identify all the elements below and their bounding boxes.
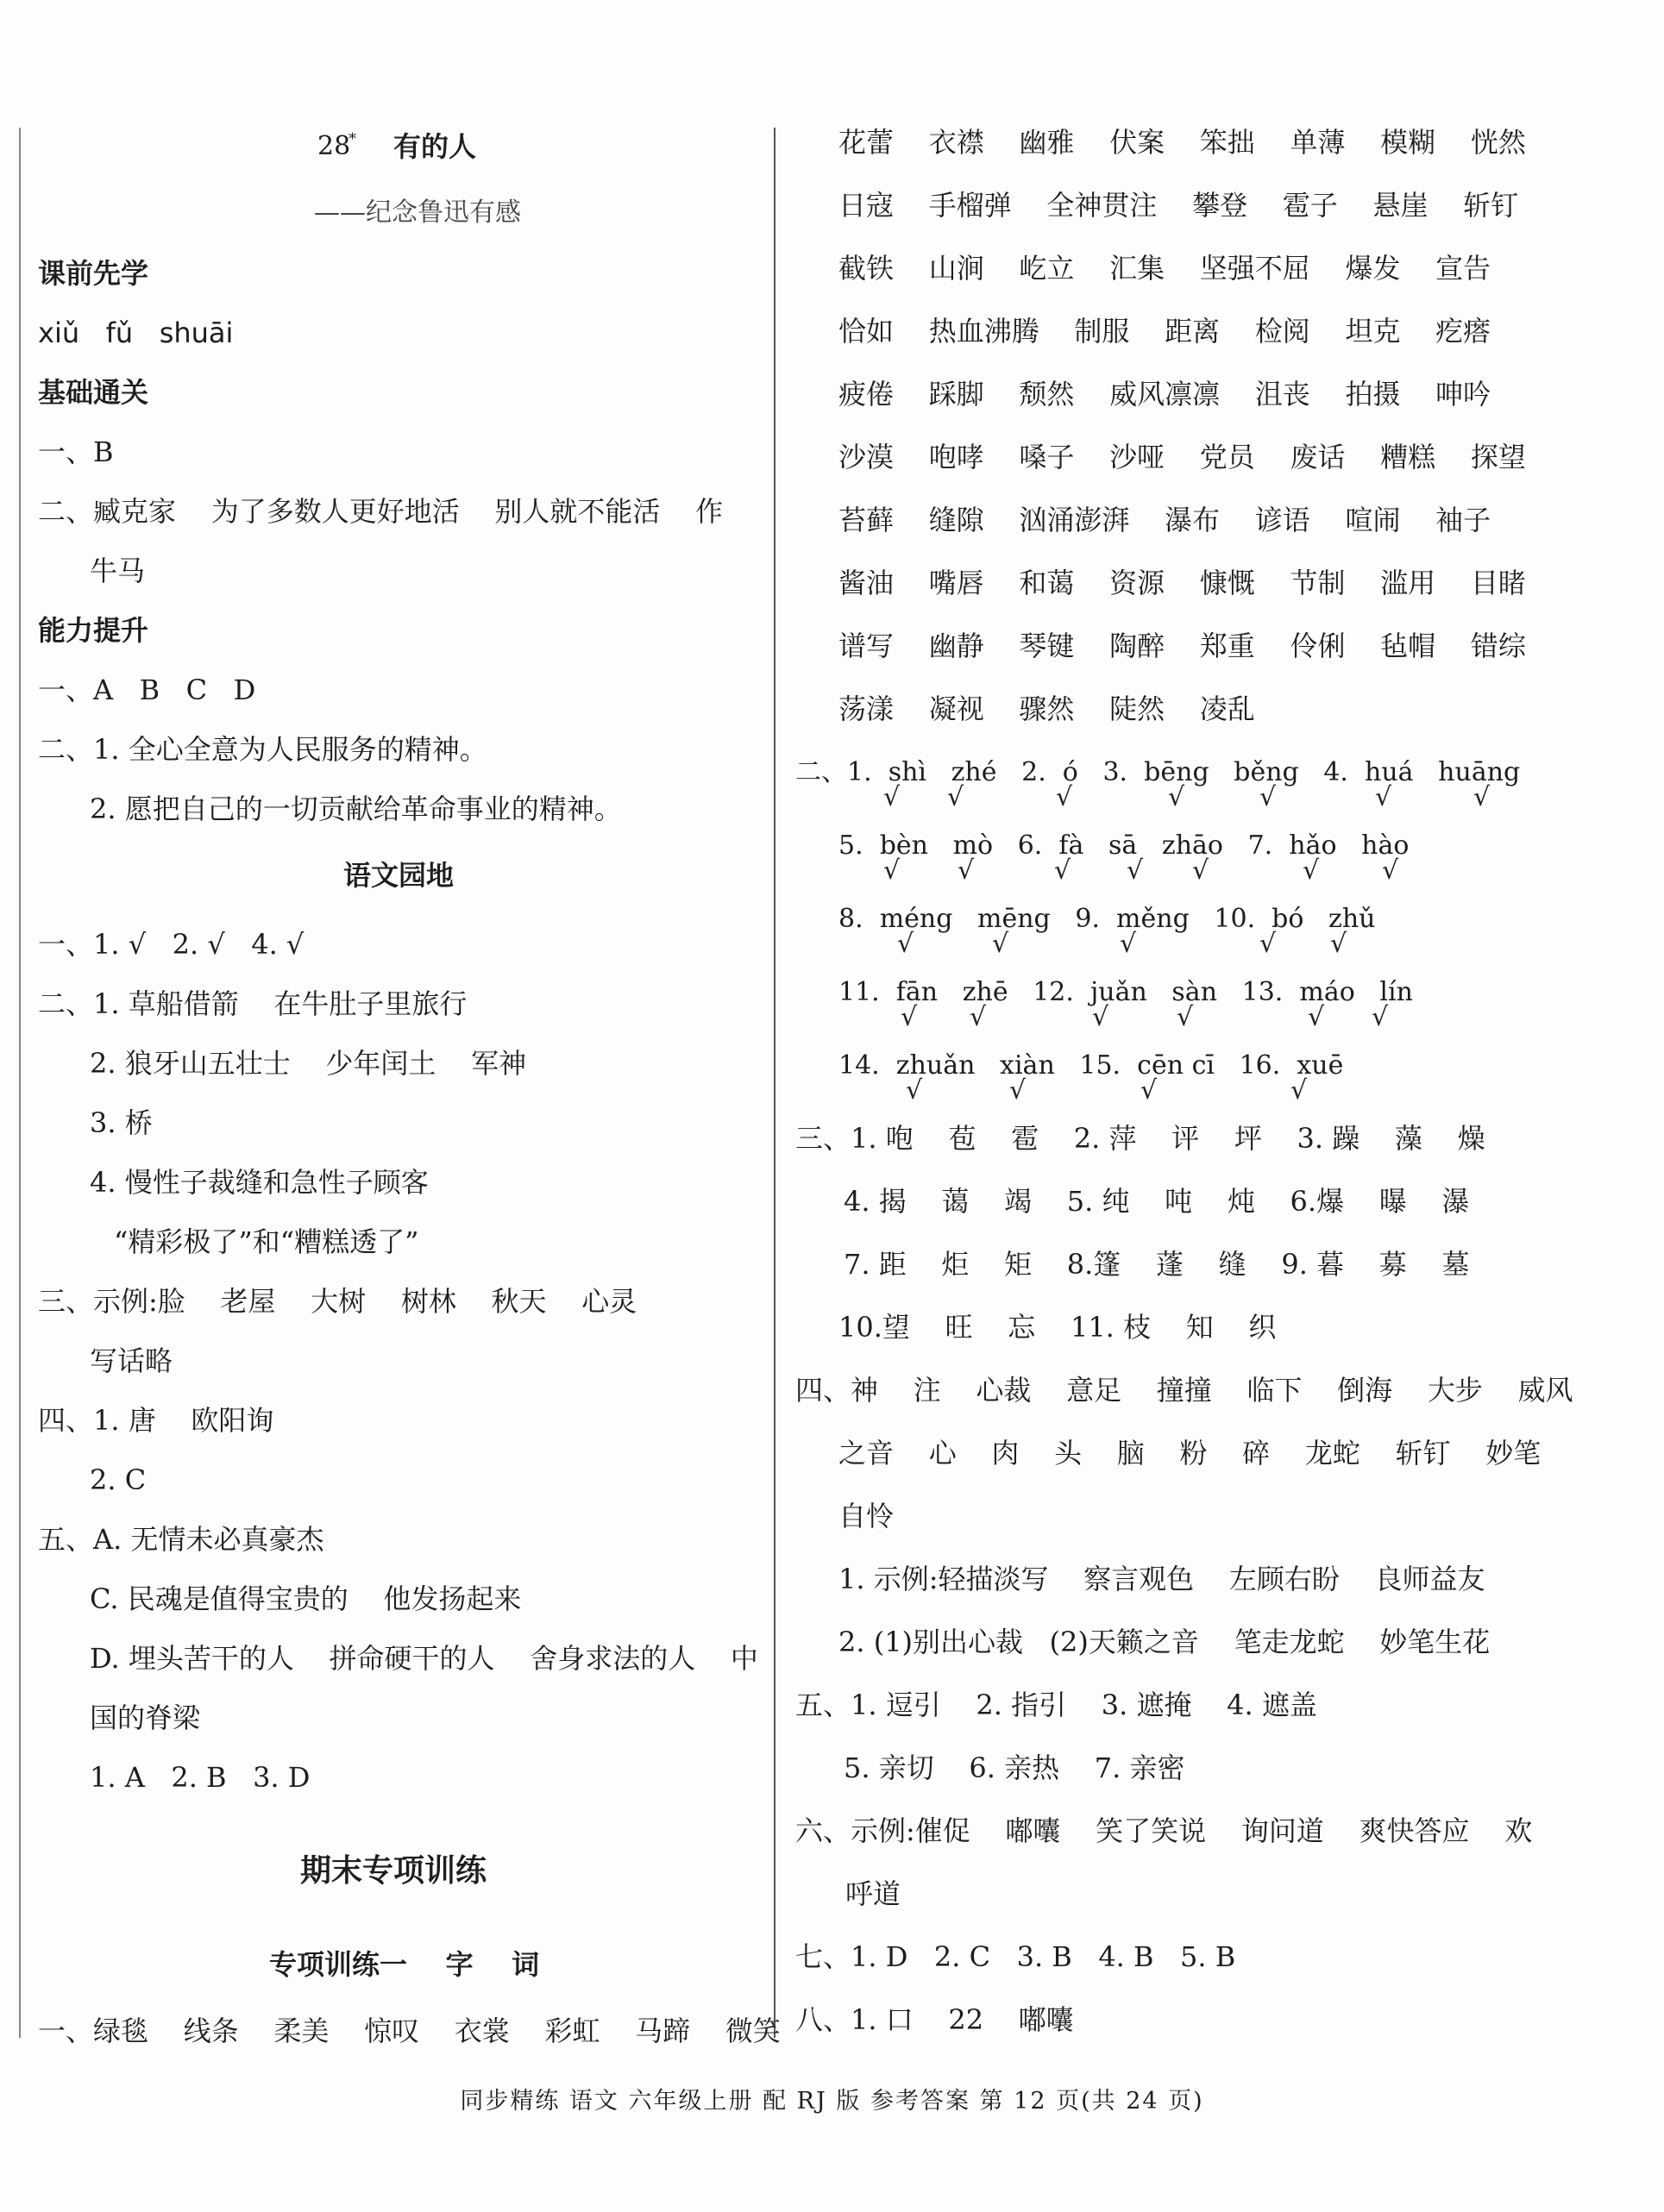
word-line: 花蕾 衣襟 幽雅 伏案 笨拙 单薄 模糊 恍然: [838, 126, 1526, 159]
answer-line: 之音 心 肉 头 脑 粉 碎 龙蛇 斩钉 妙笔: [838, 1437, 1542, 1469]
section-heading: 能力提升: [38, 614, 149, 647]
answer-line: 4. 慢性子裁缝和急性子顾客: [90, 1166, 429, 1199]
check-mark-icon: √: [970, 1002, 987, 1032]
check-mark-icon: √: [1375, 782, 1392, 812]
answer-line: 国的脊梁: [90, 1701, 201, 1734]
lesson-star: *: [348, 130, 356, 148]
check-mark-icon: √: [1056, 782, 1073, 812]
check-mark-icon: √: [1092, 1002, 1109, 1032]
section-heading: 基础通关: [38, 376, 149, 409]
answer-line: 2. 狼牙山五壮士 少年闰土 军神: [90, 1047, 527, 1080]
check-mark-icon: √: [958, 855, 975, 886]
pinyin-line: 8. méng mēng 9. měng 10. bó zhǔ: [838, 904, 1376, 934]
answer-line: 一、A B C D: [38, 674, 256, 706]
answer-line: 自怜: [838, 1500, 895, 1532]
answer-line: 五、A. 无情未必真豪杰: [38, 1523, 324, 1556]
pinyin-line: 11. fān zhē 12. juǎn sàn 13. máo lín: [838, 977, 1413, 1007]
check-mark-icon: √: [1192, 855, 1209, 886]
word-line: 苔藓 缝隙 汹涌澎湃 瀑布 谚语 喧闹 袖子: [838, 504, 1491, 536]
pinyin-answer: xiǔ fǔ shuāi: [38, 316, 234, 349]
check-mark-icon: √: [1177, 1002, 1194, 1032]
answer-line: D. 埋头苦干的人 拼命硬干的人 舍身求法的人 中: [90, 1642, 758, 1675]
answer-line: 4. 揭 蔼 竭 5. 纯 吨 炖 6.爆 曝 瀑: [844, 1185, 1470, 1218]
word-line: 谱写 幽静 琴键 陶醉 郑重 伶俐 毡帽 错综: [838, 630, 1526, 662]
check-mark-icon: √: [1473, 782, 1491, 812]
check-mark-icon: √: [1303, 855, 1320, 886]
answer-line: 二、臧克家 为了多数人更好地活 别人就不能活 作: [38, 495, 724, 528]
check-mark-icon: √: [1330, 929, 1347, 959]
answer-line: 一、B: [38, 436, 114, 468]
check-mark-icon: √: [1259, 929, 1277, 959]
word-line: 酱油 嘴唇 和蔼 资源 慷慨 节制 滥用 目睹: [838, 567, 1526, 599]
check-mark-icon: √: [1127, 855, 1144, 886]
check-mark-icon: √: [901, 1002, 918, 1032]
check-mark-icon: √: [992, 929, 1009, 959]
check-mark-icon: √: [1372, 1002, 1389, 1032]
left-margin-rule: [19, 128, 21, 2038]
answer-line: 7. 距 炬 矩 8.篷 蓬 缝 9. 暮 募 墓: [844, 1248, 1470, 1281]
section-title: 专项训练一 字 词: [269, 1948, 540, 1981]
answer-line: 四、1. 唐 欧阳询: [38, 1404, 274, 1437]
pinyin-line: 二、1. shì zhé 2. ó 3. bēng běng 4. huá huāng: [795, 757, 1521, 787]
answer-line: 牛马: [90, 555, 146, 587]
answer-line: 四、神 注 心裁 意足 撞撞 临下 倒海 大步 威风: [795, 1374, 1573, 1407]
check-mark-icon: √: [906, 1075, 923, 1106]
check-mark-icon: √: [947, 782, 964, 812]
answer-line: 5. 亲切 6. 亲热 7. 亲密: [844, 1751, 1185, 1784]
word-line: 日寇 手榴弹 全神贯注 攀登 雹子 悬崖 斩钉: [838, 189, 1519, 222]
word-line: 荡漾 凝视 骤然 陡然 凌乱: [838, 692, 1255, 725]
page-footer: 同步精练 语文 六年级上册 配 RJ 版 参考答案 第 12 页(共 24 页): [460, 2088, 1204, 2115]
lesson-number: 28: [317, 131, 351, 161]
answer-line: 3. 桥: [90, 1106, 153, 1139]
answer-line: 2. (1)别出心裁 (2)天籁之音 笔走龙蛇 妙笔生花: [838, 1626, 1491, 1658]
answer-line: 10.望 旺 忘 11. 枝 知 织: [838, 1311, 1277, 1344]
check-mark-icon: √: [897, 929, 914, 959]
answer-line: 七、1. D 2. C 3. B 4. B 5. B: [795, 1940, 1236, 1973]
answer-line: 一、绿毯 线条 柔美 惊叹 衣裳 彩虹 马蹄 微笑: [38, 2015, 781, 2047]
pinyin-line: 14. zhuǎn xiàn 15. cēn cī 16. xuē: [838, 1050, 1344, 1081]
pinyin-line: 5. bèn mò 6. fà sā zhāo 7. hǎo hào: [838, 830, 1410, 861]
check-mark-icon: √: [1120, 929, 1137, 959]
word-line: 疲倦 踩脚 颓然 威风凛凛 沮丧 拍摄 呻吟: [838, 378, 1491, 410]
check-mark-icon: √: [1054, 855, 1071, 886]
check-mark-icon: √: [1009, 1075, 1027, 1106]
answer-line: “精彩极了”和“糟糕透了”: [114, 1225, 419, 1258]
check-mark-icon: √: [1290, 1075, 1308, 1106]
answer-line: 三、示例:脸 老屋 大树 树林 秋天 心灵: [38, 1285, 637, 1318]
answer-line: 二、1. 全心全意为人民服务的精神。: [38, 733, 487, 766]
check-mark-icon: √: [883, 782, 901, 812]
answer-line: 2. 愿把自己的一切贡献给革命事业的精神。: [90, 793, 622, 825]
word-line: 沙漠 咆哮 嗓子 沙哑 党员 废话 糟糕 探望: [838, 441, 1526, 473]
check-mark-icon: √: [1259, 782, 1277, 812]
check-mark-icon: √: [1168, 782, 1185, 812]
answer-line: 1. 示例:轻描淡写 察言观色 左顾右盼 良师益友: [838, 1563, 1485, 1595]
answer-line: 2. C: [90, 1463, 147, 1496]
check-mark-icon: √: [883, 855, 901, 886]
answer-line: 八、1. 口 22 嘟囔: [795, 2003, 1074, 2036]
chapter-title: 期末专项训练: [300, 1853, 487, 1889]
lesson-title: 有的人: [393, 130, 477, 163]
answer-line: 六、示例:催促 嘟囔 笑了笑说 询问道 爽快答应 欢: [795, 1814, 1533, 1847]
check-mark-icon: √: [1308, 1002, 1325, 1032]
column-divider: [774, 128, 775, 2038]
check-mark-icon: √: [1140, 1075, 1158, 1106]
section-heading: 课前先学: [38, 257, 149, 290]
answer-line: C. 民魂是值得宝贵的 他发扬起来: [90, 1582, 522, 1615]
answer-line: 一、1. √ 2. √ 4. √: [38, 928, 305, 961]
word-line: 截铁 山涧 屹立 汇集 坚强不屈 爆发 宣告: [838, 252, 1491, 285]
answer-line: 五、1. 逗引 2. 指引 3. 遮掩 4. 遮盖: [795, 1689, 1317, 1721]
answer-line: 三、1. 咆 苞 雹 2. 萍 评 坪 3. 躁 藻 燥: [795, 1122, 1485, 1155]
answer-line: 呼道: [845, 1877, 901, 1910]
answer-line: 写话略: [90, 1344, 173, 1377]
section-title: 语文园地: [343, 859, 455, 892]
answer-line: 1. A 2. B 3. D: [90, 1761, 311, 1794]
word-line: 恰如 热血沸腾 制服 距离 检阅 坦克 疙瘩: [838, 315, 1491, 348]
lesson-subtitle: ——纪念鲁迅有感: [314, 197, 521, 228]
answer-line: 二、1. 草船借箭 在牛肚子里旅行: [38, 987, 468, 1020]
check-mark-icon: √: [1382, 855, 1399, 886]
